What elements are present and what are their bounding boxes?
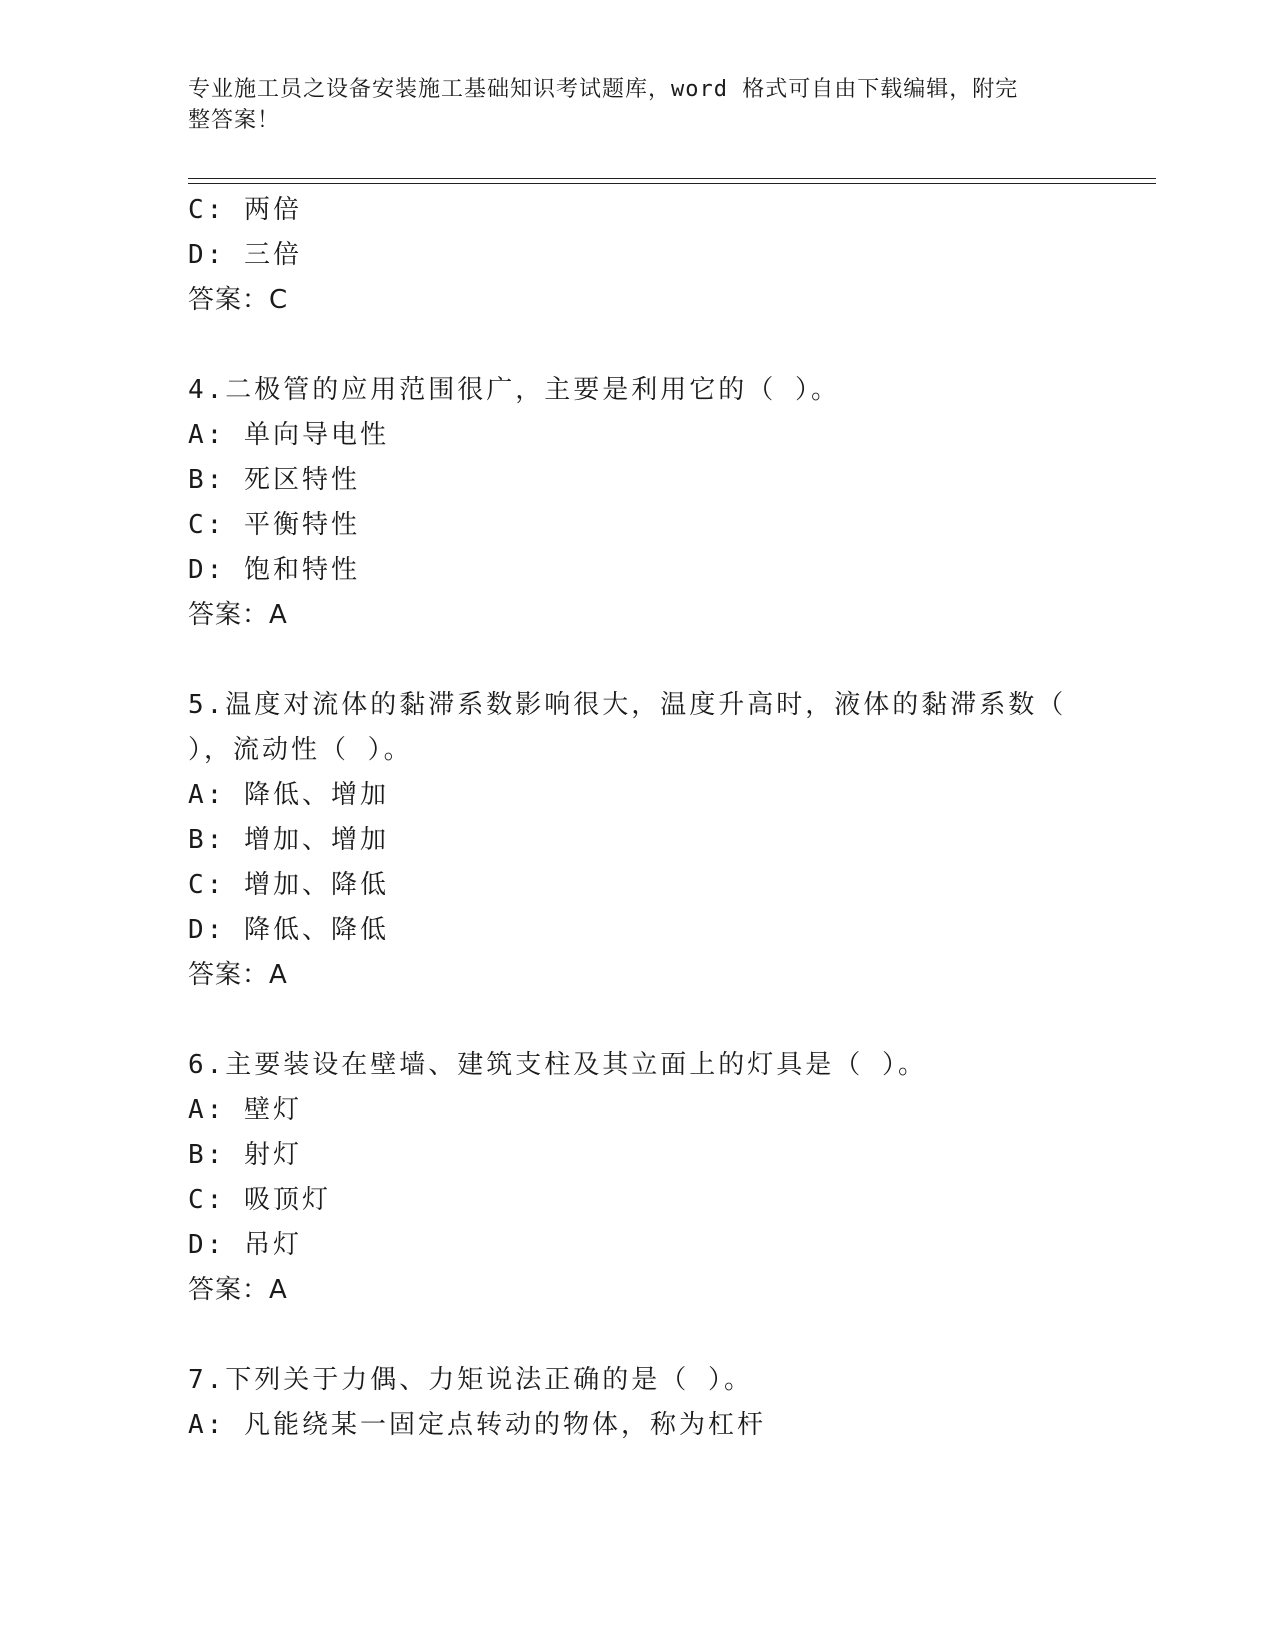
header-title-line-1: 专业施工员之设备安装施工基础知识考试题库，word 格式可自由下载编辑，附完 xyxy=(188,77,1019,102)
q4-question: 4.二极管的应用范围很广，主要是利用它的（ ）。 xyxy=(188,375,840,405)
q6-option-a: A: 壁灯 xyxy=(188,1095,302,1125)
q6-question: 6.主要装设在壁墙、建筑支柱及其立面上的灯具是（ ）。 xyxy=(188,1050,927,1080)
document-header xyxy=(188,74,1068,136)
q6-option-c: C: 吸顶灯 xyxy=(188,1185,331,1215)
header-divider-bottom xyxy=(188,183,1156,184)
q4-option-d: D: 饱和特性 xyxy=(188,555,360,585)
q4-answer: 答案：A xyxy=(188,600,288,630)
q4-option-a: A: 单向导电性 xyxy=(188,420,389,450)
q5-option-a: A: 降低、增加 xyxy=(188,780,389,810)
q3-answer: 答案：C xyxy=(188,285,289,315)
q5-answer: 答案：A xyxy=(188,960,288,990)
q7-question: 7.下列关于力偶、力矩说法正确的是（ ）。 xyxy=(188,1365,753,1395)
q6-option-b: B: 射灯 xyxy=(188,1140,302,1170)
q5-question-line-2: ），流动性（ ）。 xyxy=(188,735,413,765)
q4-option-b: B: 死区特性 xyxy=(188,465,360,495)
q3-option-c: C: 两倍 xyxy=(188,195,302,225)
q3-option-d: D: 三倍 xyxy=(188,240,302,270)
q5-question-line-1: 5.温度对流体的黏滞系数影响很大，温度升高时，液体的黏滞系数（ xyxy=(188,690,1067,720)
q5-option-b: B: 增加、增加 xyxy=(188,825,389,855)
q5-option-d: D: 降低、降低 xyxy=(188,915,389,945)
q7-option-a: A: 凡能绕某一固定点转动的物体，称为杠杆 xyxy=(188,1410,766,1440)
q6-answer: 答案：A xyxy=(188,1275,288,1305)
q4-option-c: C: 平衡特性 xyxy=(188,510,360,540)
header-title-line-2: 整答案！ xyxy=(188,108,281,133)
header-divider-top xyxy=(188,178,1156,179)
q5-option-c: C: 增加、降低 xyxy=(188,870,389,900)
q6-option-d: D: 吊灯 xyxy=(188,1230,302,1260)
